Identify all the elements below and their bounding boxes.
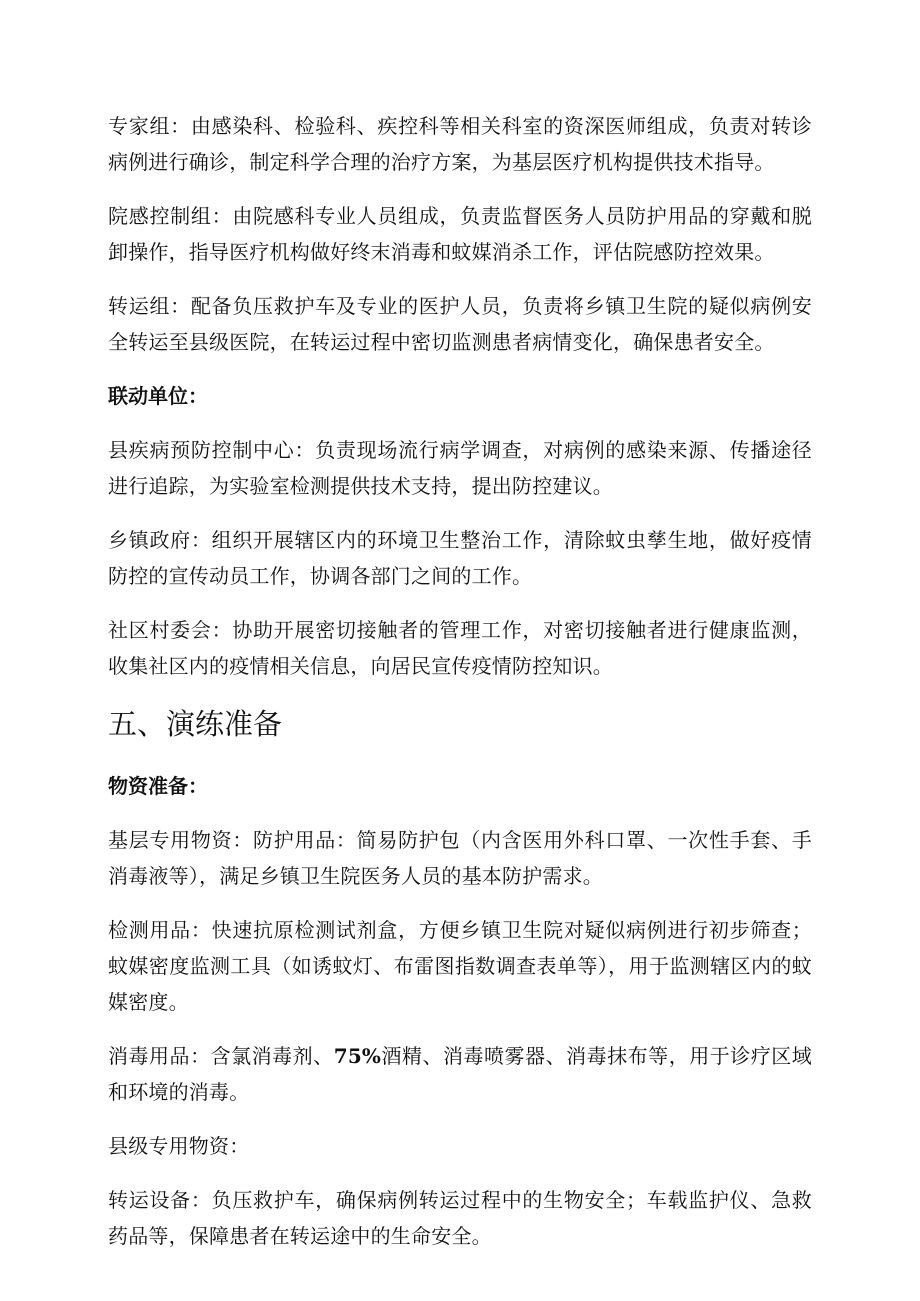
county-materials-heading: 县级专用物资： xyxy=(108,1134,250,1158)
paragraph-grassroots-materials: 基层专用物资：防护用品：简易防护包（内含医用外科口罩、一次性手套、手消毒液等），满足乡镇卫生院医务人员的基本防护需求。 xyxy=(108,828,812,888)
document-page xyxy=(108,108,812,1272)
paragraph-township-government: 乡镇政府：组织开展辖区内的环境卫生整治工作，清除蚊虫孳生地，做好疫情防控的宣传动员工作，协调各部门之间的工作。 xyxy=(108,528,812,588)
materials-heading: 物资准备： xyxy=(108,774,208,798)
disinfection-text-end: 酒精、消毒喷雾器、消毒抹布等，用于诊疗区域和环境的消毒。 xyxy=(108,1044,813,1104)
paragraph-transport-group: 转运组：配备负压救护车及专业的医护人员，负责将乡镇卫生院的疑似病例安全转运至县级医院，在转运过程中密切监测患者病情变化，确保患者安全。 xyxy=(108,294,812,354)
paragraph-testing-supplies: 检测用品：快速抗原检测试剂盒，方便乡镇卫生院对疑似病例进行初步筛查；蚊媒密度监测工具（如诱蚊灯、布雷图指数调查表单等），用于监测辖区内的蚊媒密度。 xyxy=(108,918,812,1014)
paragraph-county-cdc: 县疾病预防控制中心：负责现场流行病学调查，对病例的感染来源、传播途径进行追踪，为实验室检测提供技术支持，提出防控建议。 xyxy=(108,438,812,498)
section-title: 五、演练准备 xyxy=(108,707,283,741)
paragraph-infection-control-group: 院感控制组：由院感科专业人员组成，负责监督医务人员防护用品的穿戴和脱卸操作，指导医疗机构做好终末消毒和蚊媒消杀工作，评估院感防控效果。 xyxy=(108,204,812,264)
alcohol-percentage: 75% xyxy=(333,1044,382,1068)
paragraph-disinfection-supplies xyxy=(108,1038,812,1110)
paragraph-transport-equipment: 转运设备：负压救护车，确保病例转运过程中的生物安全；车载监护仪、急救药品等，保障患者在转运途中的生命安全。 xyxy=(108,1188,812,1248)
paragraph-expert-group: 专家组：由感染科、检验科、疾控科等相关科室的资深医师组成，负责对转诊病例进行确诊，制定科学合理的治疗方案，为基层医疗机构提供技术指导。 xyxy=(108,114,812,174)
paragraph-village-committee: 社区村委会：协助开展密切接触者的管理工作，对密切接触者进行健康监测，收集社区内的疫情相关信息，向居民宣传疫情防控知识。 xyxy=(108,618,812,678)
disinfection-text-start: 消毒用品：含氯消毒剂、 xyxy=(108,1044,334,1068)
linked-units-heading: 联动单位： xyxy=(108,384,208,408)
